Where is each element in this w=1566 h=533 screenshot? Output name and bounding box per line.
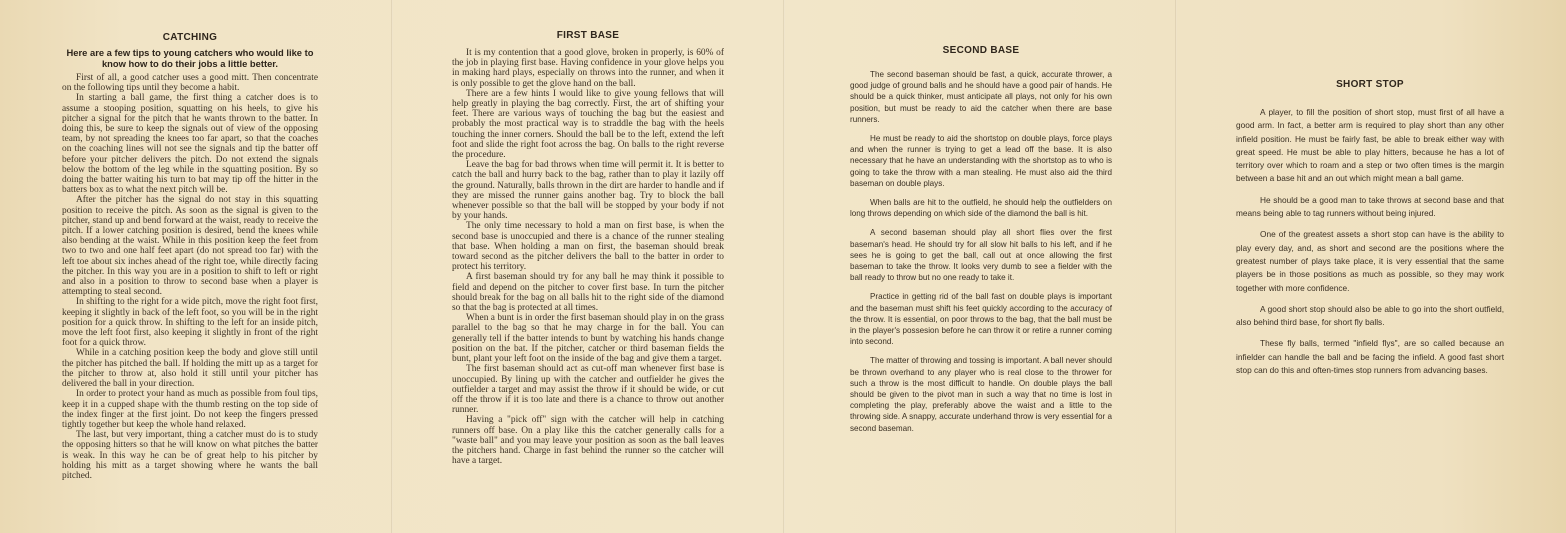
paragraph: First of all, a good catcher uses a good mitt. Then concentrate on the following tips until they become a habit. bbox=[62, 73, 318, 94]
second-base-section bbox=[850, 0, 1112, 442]
paragraph: There are a few hints I would like to give young fellows that will help greatly in playing the bag correctly. First, the art of shifting your feet. There are various ways of touching the bag but the easiest and probably the most practical way is to straddle the bag with the heels touching the inner corners. Should the ball be to the left, extend the left foot and slide the right foot across the bag. On balls to the right reverse the procedure. bbox=[452, 88, 724, 161]
paragraph: The only time necessary to hold a man on first base, is when the second base is unoccupied and there is a chance of the runner stealing that base. When holding a man on first, the baseman should break toward second as the pitcher delivers the ball to the batter in order to protect his territory. bbox=[452, 221, 724, 273]
paragraph: One of the greatest assets a short stop can have is the ability to play every day, and, as short and second are the positions where the greatest number of plays take place, it is very essential that the same players be in those positions as much as possible, so they may work together with more confidence. bbox=[1236, 229, 1504, 293]
page-fold bbox=[783, 0, 785, 533]
paragraph: In order to protect your hand as much as possible from foul tips, keep it in a cupped shape with the thumb resting on the top side of the index finger at the first joint. Do not keep the fingers pressed tightly together but keep the whole hand relaxed. bbox=[62, 389, 318, 430]
paragraph: A player, to fill the position of short stop, must first of all have a good arm. In fact, a better arm is required to play short than any other infield position. He must be fairly fast, be able to break either way with great speed. He must be able to play hitters, because he has a lot of territory over which to roam and a step or two often times is the margin between a base hit and an out which might mean a ball game. bbox=[1236, 107, 1504, 184]
paragraph: Practice in getting rid of the ball fast on double plays is important and the baseman must shift his feet quickly according to the accuracy of the throw. It is essential, on poor throws to the bag, that the ball must be in the player's possesion before he can throw it or retire a runner coming into second. bbox=[850, 292, 1112, 347]
paragraph: The last, but very important, thing a catcher must do is to study the opposing hitters so that he will know on what pitches the batter is weak. In this way he can be of great help to his pitcher by holding his mitt as a target showing where he wants the ball pitched. bbox=[62, 430, 318, 481]
paragraph: When balls are hit to the outfield, he should help the outfielders on long throws depending on which side of the diamond the ball is hit. bbox=[850, 198, 1112, 219]
paragraph: A first baseman should try for any ball he may think it possible to field and depend on the pitcher to cover first base. In turn the pitcher should break for the bag on all balls hit to the right side of the diamond so that the bag is protected at all times. bbox=[452, 272, 724, 314]
first-base-section bbox=[452, 0, 724, 466]
paragraph: A good short stop should also be able to go into the short outfield, also behind third base, for short fly balls. bbox=[1236, 303, 1504, 328]
paragraph: The matter of throwing and tossing is important. A ball never should be thrown overhand to any player who is real close to the thrower for such a throw is the most difficult to handle. On double plays the ball should be given to the pivot man in such a way that no time is lost in completing the play, preferably above the waist and a little to the throwing side. A snappy, accurate underhand throw is very essential for a second baseman. bbox=[850, 356, 1112, 433]
short-stop-title: SHORT STOP bbox=[1336, 79, 1404, 90]
paragraph: It is my contention that a good glove, broken in properly, is 60% of the job in playing first base. Having confidence in your glove helps you in making hard plays, especially on throws into the runner, and when it is only possible to get the glove hand on the ball. bbox=[452, 48, 724, 89]
catching-title: CATCHING bbox=[162, 32, 218, 43]
paragraph: In starting a ball game, the first thing a catcher does is to assume a stooping position, squatting on his heels, to give his pitcher a signal for the pitch that he wants thrown to the batter. In doing this, be sure to keep the signals out of view of the opposing team, by not spreading the knees too far apart, so that the coaches on the coaching lines will not see the signals and tip the batter off before your pitcher delivers the pitch. Do not extend the signals below the bottom of the leg while in the squatting position. By so doing the batter waiting his turn to bat may tip off the hitter in the batters box as to what the next pitch will be. bbox=[62, 93, 318, 196]
paragraph: The first baseman should act as cut-off man whenever first base is unoccupied. By lining up with the catcher and outfielder he gives the outfielder a target and may assist the throw if it should be wide, or cut off the throw if it is too late and there is a chance to throw out another runner. bbox=[452, 364, 724, 416]
paragraph: After the pitcher has the signal do not stay in this squatting position to receive the pitch. As soon as the signal is given to the pitcher, stand up and bend forward at the waist, ready to receive the pitch. If a lower catching position is desired, bend the knees while also bending at the waist. While in this position keep the feet from two to two and one half feet apart (do not spread too far) with the left toe about six inches ahead of the right toe, while directly facing the pitcher. In this way you are in a position to shift to left or right and also in a position to throw to second base when a player is attempting to steal second. bbox=[62, 195, 318, 298]
second-base-title: SECOND BASE bbox=[942, 45, 1020, 56]
paragraph: Leave the bag for bad throws when time will permit it. It is better to catch the ball and hurry back to the bag, rather than to play it lazily off the ground. Naturally, balls thrown in the dirt are harder to handle and if they are missed the runner gains another bag. Try to block the ball whenever possible so that the ball will be stopped by your body if not by your hands. bbox=[452, 160, 724, 222]
paragraph: These fly balls, termed "infield flys", are so called because an infielder can handle the ball and be facing the infield. A good fast short stop can do this and often-times stop runners from advancing bases. bbox=[1236, 338, 1504, 376]
paragraph: He should be a good man to take throws at second base and that means being able to tag runners without being injured. bbox=[1236, 194, 1504, 219]
page-fold bbox=[1175, 0, 1177, 533]
paragraph: While in a catching position keep the body and glove still until the pitcher has pitched the ball. If holding the mitt up as a target for the pitcher to throw at, also hold it still until your pitcher has delivered the ball in your direction. bbox=[62, 348, 318, 390]
paragraph: Having a "pick off" sign with the catcher will help in catching runners off base. On a play like this the catcher generally calls for a "waste ball" and you may leave your position as soon as the ball leaves the pitchers hand. Charge in fast behind the runner so the catcher will have a target. bbox=[452, 415, 724, 467]
first-base-title: FIRST BASE bbox=[556, 30, 620, 41]
catching-subtitle: Here are a few tips to young catchers who would like to know how to do their jobs a little better. bbox=[66, 47, 314, 69]
paragraph: He must be ready to aid the shortstop on double plays, force plays and when the runner is trying to get a lead off the base. It is also necessary that he have an understanding with the shortstop as to who is going to take the throw with a man stealing. He must also aid the third baseman on double plays. bbox=[850, 134, 1112, 188]
paragraph: The second baseman should be fast, a quick, accurate thrower, a good judge of ground balls and he should have a good pair of hands. He should be a quick thinker, must anticipate all plays, not only for his own position, but must be ready to aid the catcher when there are base runners. bbox=[850, 70, 1112, 124]
paragraph: When a bunt is in order the first baseman should play in on the grass parallel to the bag so that he may charge in for the ball. You can generally tell if the batter intends to bunt by watching his hands change position on the bat. If the pitcher, catcher or third baseman fields the bunt, plant your left foot on the inside of the bag and give them a target. bbox=[452, 313, 724, 365]
page-fold bbox=[391, 0, 393, 533]
paragraph: A second baseman should play all short flies over the first baseman's head. He should try for all slow hit balls to his left, and if he sees he is going to get the ball, call out at once allowing the first baseman to take the throw. It looks very dumb to see a fielder with the ball ready to throw but no one ready to take it. bbox=[850, 228, 1112, 283]
catching-section bbox=[62, 0, 318, 481]
paragraph: In shifting to the right for a wide pitch, move the right foot first, keeping it slightly in back of the left foot, so you will be in the right position for a quick throw. In shifting to the left for an inside pitch, move the left foot first, also keeping it slightly in front of the right foot for a quick throw. bbox=[62, 297, 318, 349]
short-stop-section bbox=[1236, 0, 1504, 385]
